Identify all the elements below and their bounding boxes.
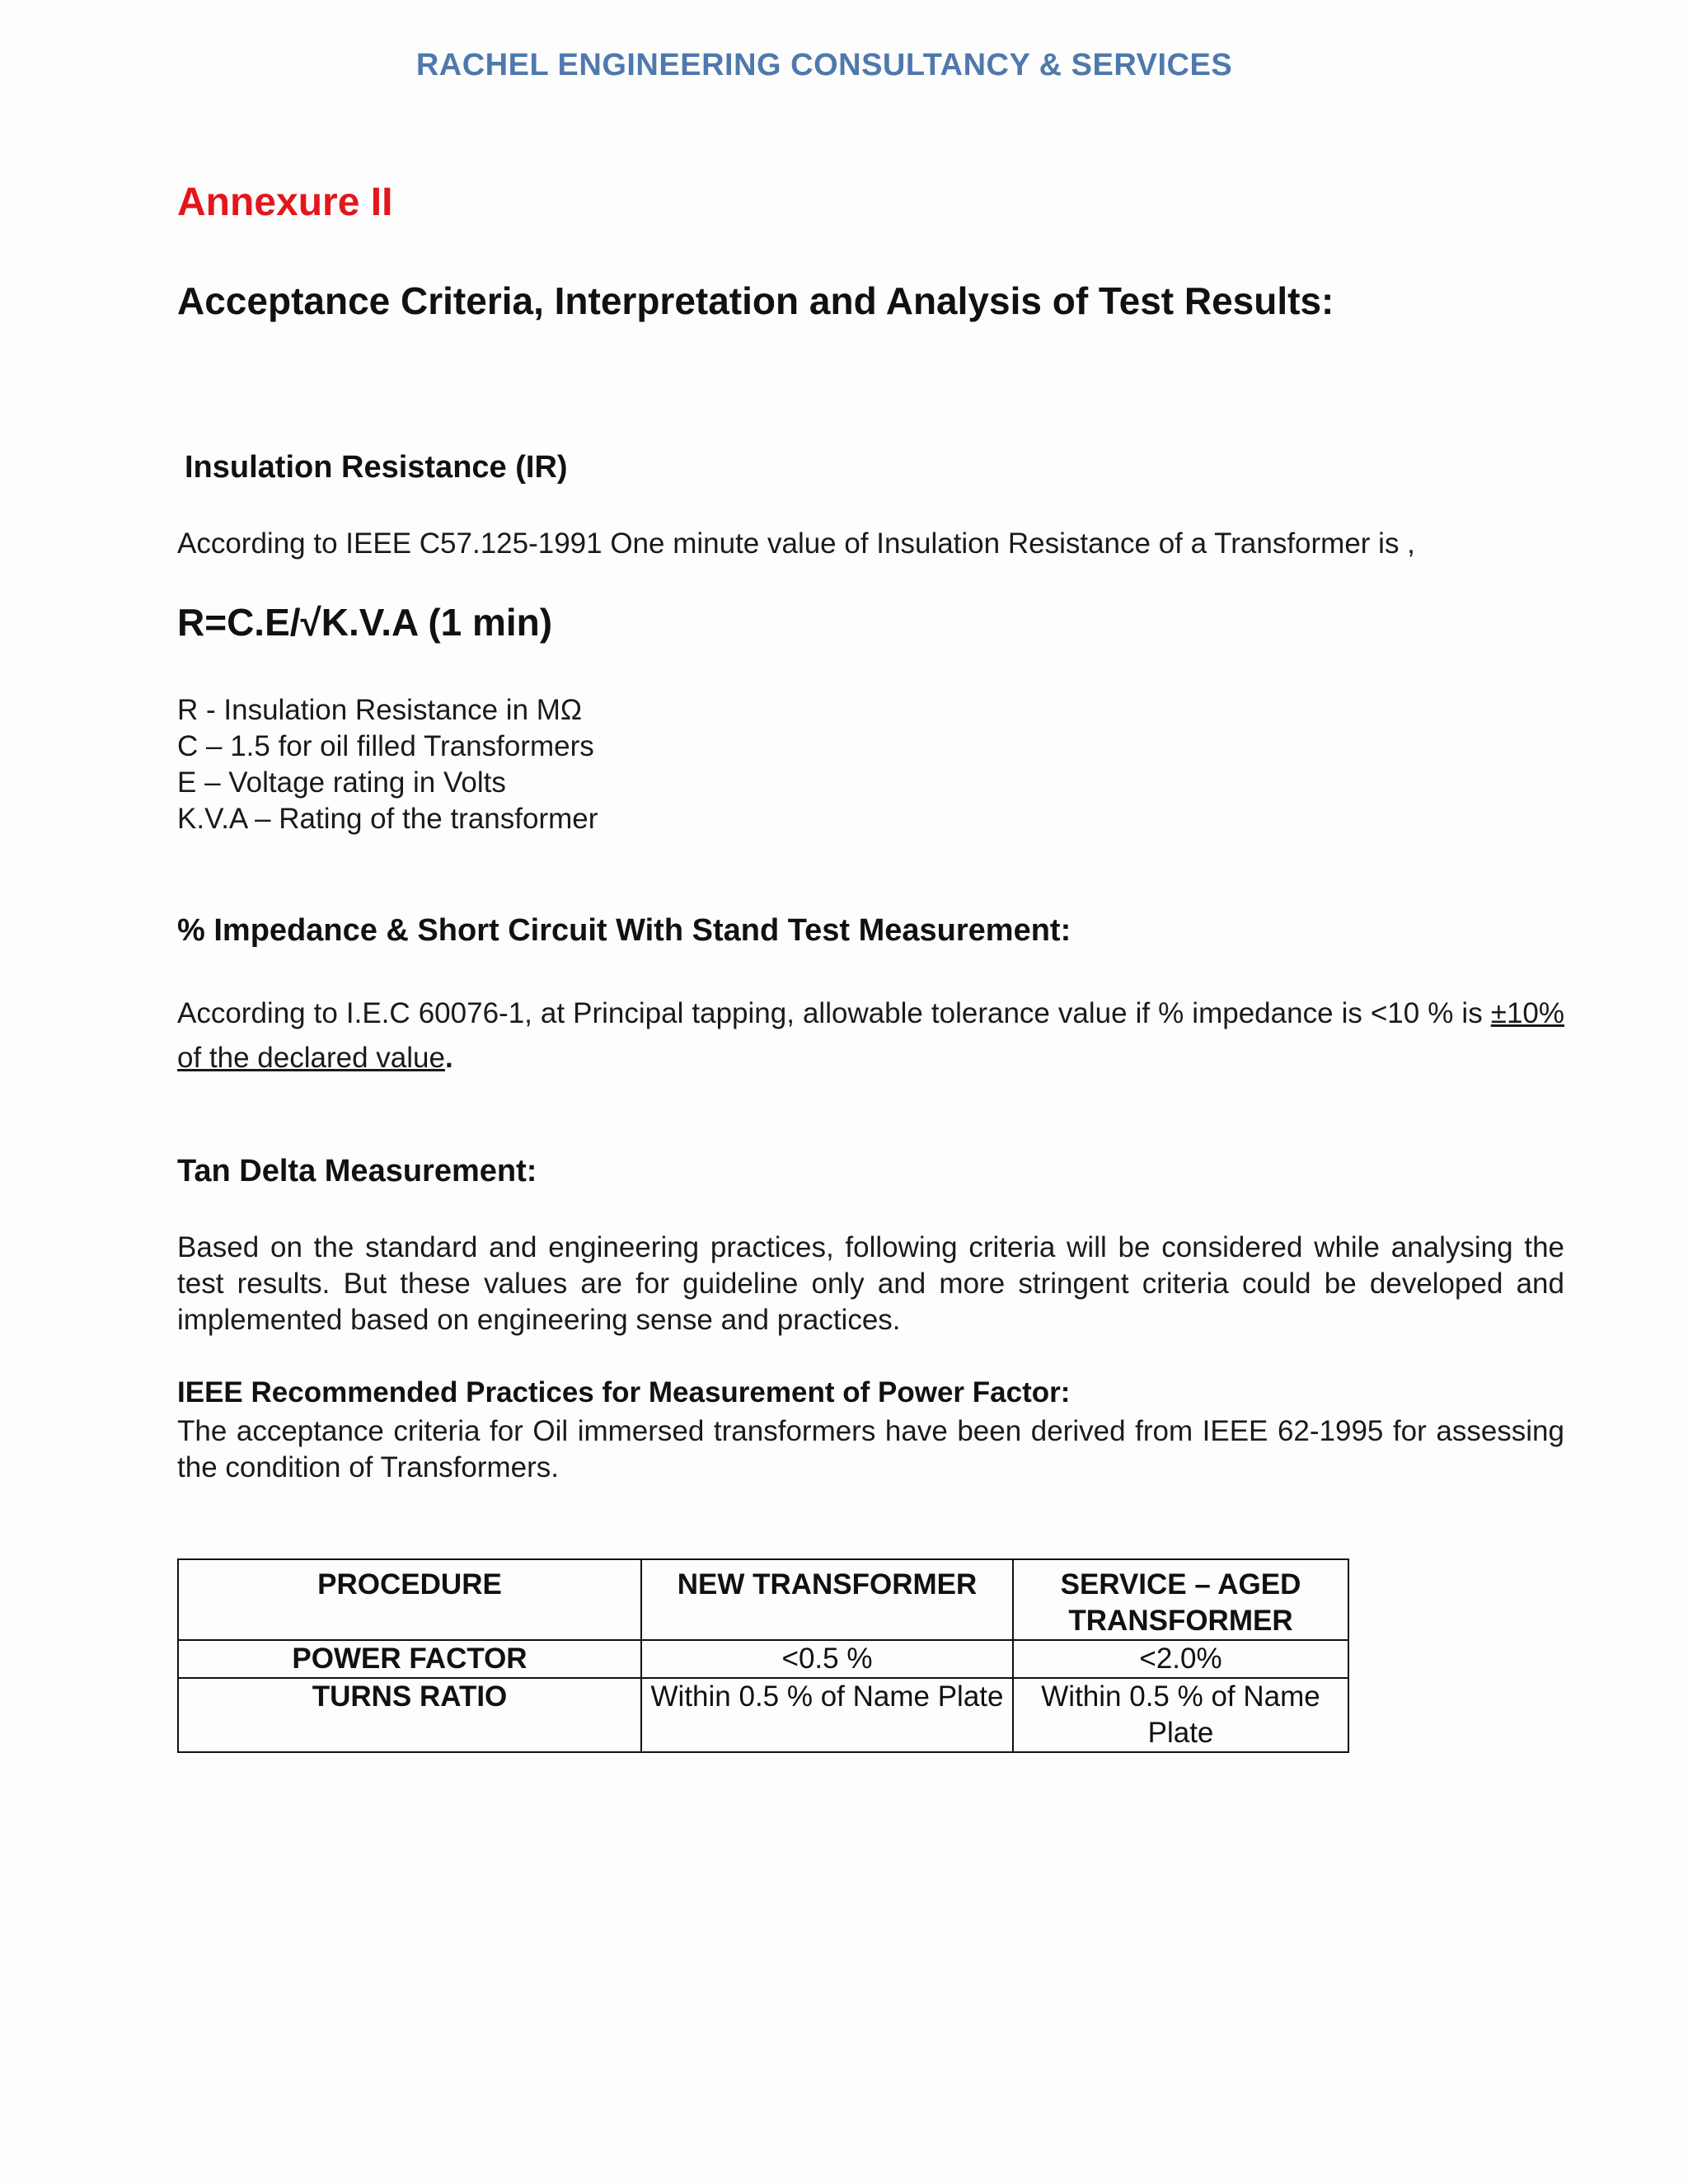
company-header: RACHEL ENGINEERING CONSULTANCY & SERVICES — [415, 48, 1233, 82]
ieee-heading: IEEE Recommended Practices for Measurement of Power Factor: — [177, 1376, 1071, 1408]
impedance-text-end: . — [444, 1042, 453, 1074]
table-cell-new-turns-ratio: Within 0.5 % of Name Plate — [641, 1678, 1013, 1752]
ir-intro: According to IEEE C57.125-1991 One minute value of Insulation Resistance of a Transformer is , — [177, 527, 1415, 560]
annexure-label: Annexure II — [177, 180, 393, 224]
tan-delta-text: Based on the standard and engineering practices, following criteria will be considered while analysing the test results. But these values are for guideline only and more stringent criteria could be developed and implemented based on engineering sense and practices. — [177, 1231, 1564, 1336]
ir-formula: R=C.E/√K.V.A (1 min) — [177, 601, 553, 644]
table-cell-aged-turns-ratio: Within 0.5 % of Name Plate — [1013, 1678, 1348, 1752]
table-header-row — [178, 1559, 1348, 1640]
impedance-tolerance: ±10% of the declared value — [177, 997, 1564, 1074]
ir-definitions — [177, 692, 598, 837]
page-title: Acceptance Criteria, Interpretation and Analysis of Test Results: — [177, 279, 1334, 322]
impedance-text — [177, 991, 1564, 1080]
acceptance-criteria-table — [177, 1558, 1349, 1753]
ir-heading: Insulation Resistance (IR) — [185, 450, 568, 485]
definition-e: E – Voltage rating in Volts — [177, 766, 506, 799]
table-header-new-transformer: NEW TRANSFORMER — [641, 1559, 1013, 1640]
table-cell-aged-power-factor: <2.0% — [1013, 1640, 1348, 1678]
table-header-procedure: PROCEDURE — [178, 1559, 641, 1640]
definition-kva: K.V.A – Rating of the transformer — [177, 803, 598, 835]
table-cell-new-power-factor: <0.5 % — [641, 1640, 1013, 1678]
definition-r: R - Insulation Resistance in MΩ — [177, 694, 583, 726]
table-cell-turns-ratio: TURNS RATIO — [178, 1678, 641, 1752]
impedance-text-plain: According to I.E.C 60076-1, at Principal tapping, allowable tolerance value if % impedance is <10 % is — [177, 997, 1491, 1029]
ieee-text: The acceptance criteria for Oil immersed transformers have been derived from IEEE 62-1995 for assessing the condition of Transformers. — [177, 1415, 1564, 1483]
tan-delta-heading: Tan Delta Measurement: — [177, 1154, 537, 1188]
impedance-heading: % Impedance & Short Circuit With Stand Test Measurement: — [177, 913, 1071, 948]
table-cell-power-factor: POWER FACTOR — [178, 1640, 641, 1678]
table-header-service-aged-transformer: SERVICE – AGED TRANSFORMER — [1013, 1559, 1348, 1640]
table-row — [178, 1678, 1348, 1752]
table-row — [178, 1640, 1348, 1678]
definition-c: C – 1.5 for oil filled Transformers — [177, 730, 594, 762]
